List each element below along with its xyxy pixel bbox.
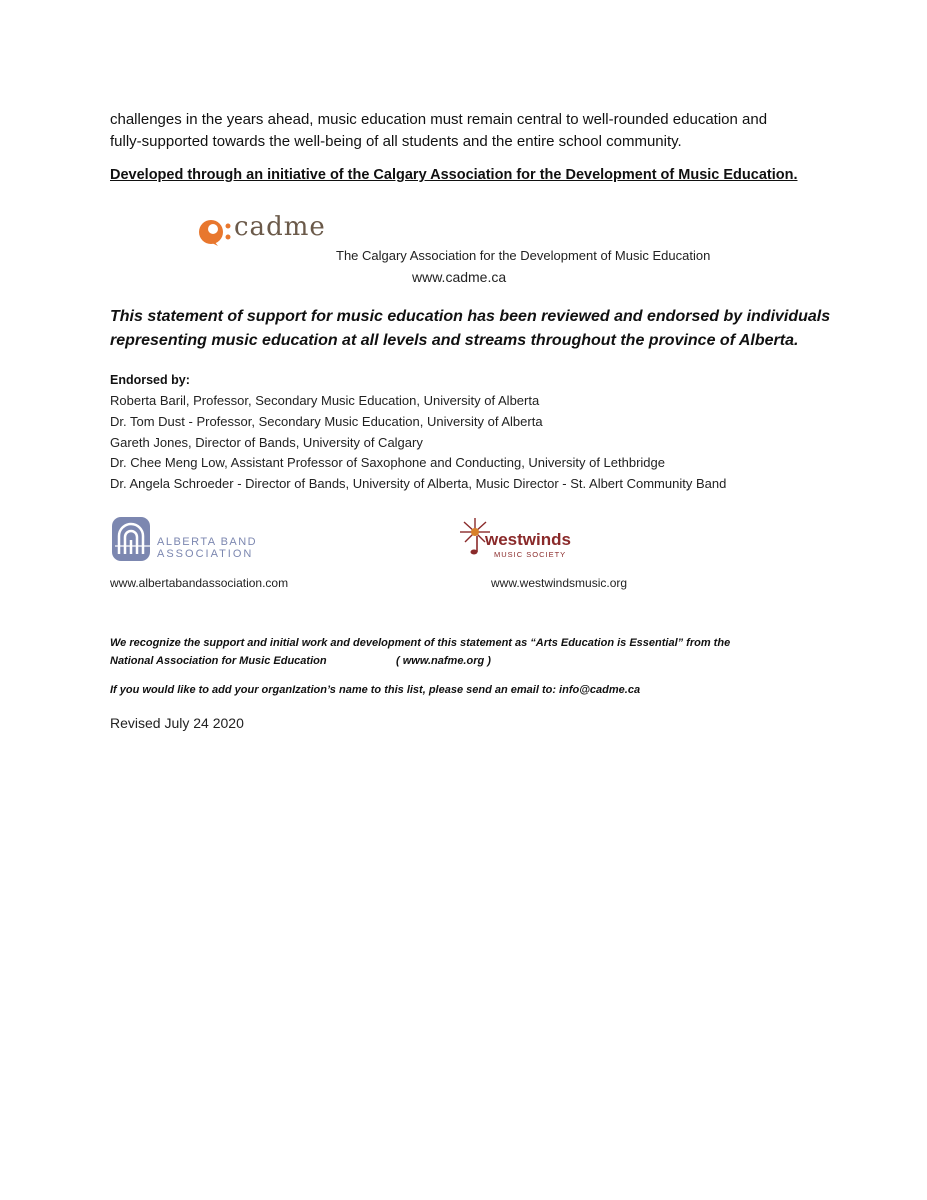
aba-logo-line-1: ALBERTA BAND [157,536,258,548]
add-organization-note: If you would like to add your organIzation’s name to this list, please send an email to: info@cadme.ca [110,684,641,696]
cadme-full-name: The Calgary Association for the Development of Music Education [336,248,711,263]
statement-line-2: representing music education at all levels and streams throughout the province of Alberta. [110,332,799,349]
endorser-item: Gareth Jones, Director of Bands, University of Calgary [110,435,423,450]
initiative-heading: Developed through an initiative of the Calgary Association for the Development of Music Education. [110,167,798,183]
aba-logo-line-2: ASSOCIATION [157,548,254,560]
recognition-line-1: We recognize the support and initial work and development of this statement as “Arts Education is Essential” from the [110,637,731,649]
paragraph-line-2: fully-supported towards the well-being of all students and the entire school community. [110,133,682,150]
endorser-item: Dr. Angela Schroeder - Director of Bands, University of Alberta, Music Director - St. Albert Community Band [110,476,727,491]
westwinds-music-society-logo [458,516,588,562]
recognition-line-2b[interactable]: ( www.nafme.org ) [396,655,491,667]
cadme-logo-icon [196,212,236,252]
alberta-band-association-logo [111,516,271,562]
revised-date: Revised July 24 2020 [110,715,244,731]
endorser-item: Dr. Tom Dust - Professor, Secondary Music Education, University of Alberta [110,414,543,429]
endorser-item: Dr. Chee Meng Low, Assistant Professor of Saxophone and Conducting, University of Lethbridge [110,455,665,470]
aba-url[interactable]: www.albertabandassociation.com [110,576,289,590]
paragraph-line-1: challenges in the years ahead, music education must remain central to well-rounded education and [110,111,768,128]
cadme-logo [196,212,326,252]
aba-logo-icon [111,516,157,562]
endorser-item: Roberta Baril, Professor, Secondary Music Education, University of Alberta [110,393,540,408]
statement-line-1: This statement of support for music education has been reviewed and endorsed by individuals [110,308,831,325]
cadme-url[interactable]: www.cadme.ca [412,269,507,285]
cadme-logo-text: cadme [234,212,326,242]
westwinds-url[interactable]: www.westwindsmusic.org [491,576,628,590]
westwinds-logo-line-2: MUSIC SOCIETY [494,550,567,559]
endorsed-by-label: Endorsed by: [110,373,190,387]
recognition-line-2a: National Association for Music Education [110,655,327,667]
westwinds-logo-line-1: westwinds [485,530,571,549]
